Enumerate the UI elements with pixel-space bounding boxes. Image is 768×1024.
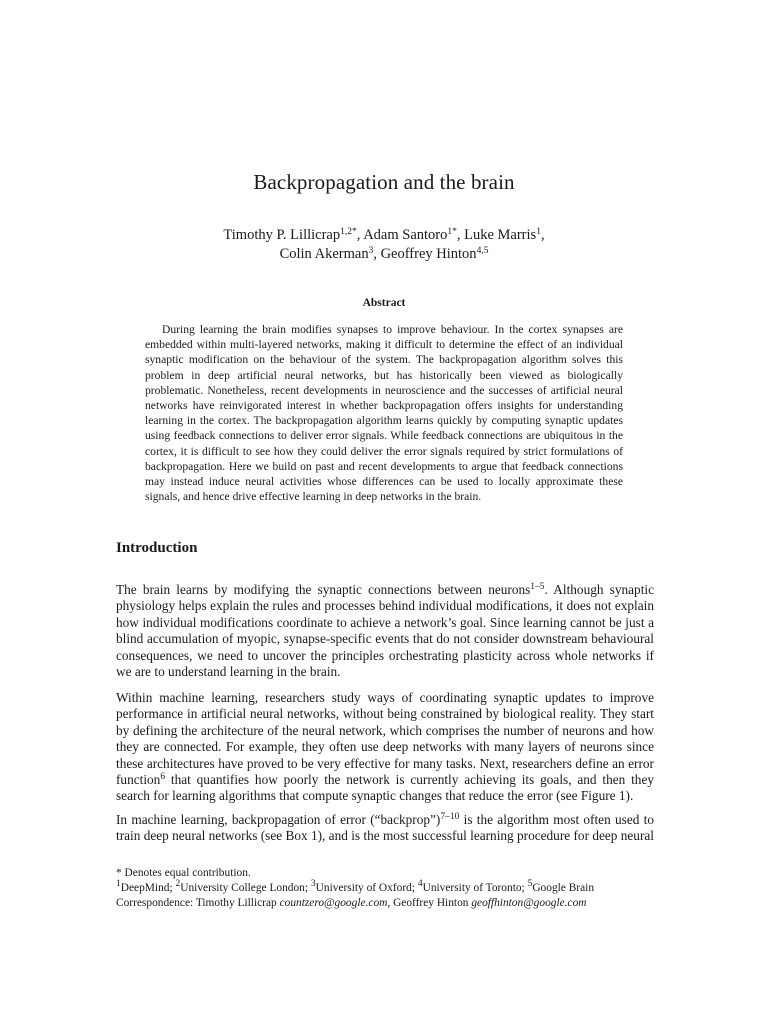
- email-link[interactable]: geoffhinton@google.com: [471, 897, 587, 909]
- paragraph-text: The brain learns by modifying the synaptic connections between neurons: [116, 582, 531, 597]
- author-separator: ,: [373, 246, 381, 262]
- citation-mark: 7–10: [440, 812, 460, 822]
- author-name: Timothy P. Lillicrap: [223, 227, 341, 243]
- paragraph-text: In machine learning, backpropagation of error (“backprop”): [116, 812, 441, 827]
- paragraph-text: is the algorithm most often used to train deep neural networks (see Box 1), and is the most successful learning procedure for deep neural: [116, 812, 655, 844]
- paper-title: Backpropagation and the brain: [253, 170, 515, 194]
- affiliation-mark: 5: [527, 879, 533, 889]
- author-affiliation-mark: 3: [368, 246, 374, 256]
- affiliation-name: DeepMind;: [120, 882, 176, 894]
- author-affiliation-mark: 1: [536, 227, 541, 237]
- body-paragraph: [116, 812, 654, 845]
- abstract-text: During learning the brain modifies synapses to improve behaviour. In the cortex synapses are embedded within multi-layered networks, making it difficult to determine the effect of an individual synaptic modification on the behaviour of the system. The backpropagation algorithm solves this problem in deep artificial neural networks, but has historically been viewed as biologically problematic. Nonetheless, recent developments in neuroscience and the successes of artificial neural networks have reinvigorated interest in whether backpropagation offers insights for understanding learning in the cortex. The backpropagation algorithm learns quickly by computing synaptic updates using feedback connections to deliver error signals. While feedback connections are ubiquitous in the cortex, it is difficult to see how they could deliver the error signals required by strict formulations of backpropagation. Here we build on past and recent developments to argue that feedback connections may instead induce neural activities whose differences can be used to locally approximate these signals, and hence drive effective learning in deep networks in the brain.: [145, 323, 623, 504]
- author-affiliation-mark: 1*: [447, 227, 457, 237]
- author-separator: ,: [540, 227, 545, 243]
- author-name: Colin Akerman: [279, 246, 369, 262]
- author-separator: ,: [456, 227, 465, 243]
- affiliation-mark: 3: [310, 879, 316, 889]
- affiliation-name: Google Brain: [532, 882, 595, 894]
- author-line-2: [0, 245, 768, 264]
- author-separator: ,: [356, 227, 364, 243]
- paragraph-text: . Although synaptic physiology helps explain the rules and processes behind individual modifications, it does not explain how individual modifications coordinate to achieve a network’s goal. Since learning cannot be just a blind accumulation of myopic, synapse-specific events that do not consider downstream behavioural consequences, we need to uncover the principles orchestrating plasticity across whole networks if we are to understand learning in the brain.: [116, 582, 654, 680]
- citation-mark: 1–5: [530, 582, 545, 592]
- author-name: Luke Marris: [464, 227, 537, 243]
- section-heading-introduction: Introduction: [116, 540, 198, 556]
- affiliation-mark: 1: [116, 879, 121, 889]
- email-link[interactable]: countzero@google.com: [279, 897, 388, 909]
- paragraph-text: that quantifies how poorly the network is currently achieving its goals, and then they search for learning algorithms that compute synaptic changes that reduce the error (see Figure 1).: [116, 772, 654, 804]
- affiliation-mark: 4: [417, 879, 423, 889]
- author-name: Adam Santoro: [363, 227, 448, 243]
- affiliation-name: University of Oxford;: [315, 882, 418, 894]
- correspondence-separator: , Geoffrey Hinton: [387, 897, 472, 909]
- body-paragraph: [116, 690, 654, 805]
- correspondence-label: Correspondence: Timothy Lillicrap: [116, 897, 280, 909]
- affiliation-name: University College London;: [180, 882, 311, 894]
- footnote-correspondence: [116, 896, 656, 911]
- footnotes: [116, 866, 656, 911]
- affiliation-mark: 2: [175, 879, 181, 889]
- footnote-equal-contribution: * Denotes equal contribution.: [116, 867, 251, 879]
- author-name: Geoffrey Hinton: [380, 246, 477, 262]
- paragraph-text: Within machine learning, researchers study ways of coordinating synaptic updates to improve performance in artificial neural networks, without being constrained by biological reality. They start by defining the architecture of the neural network, which comprises the number of neurons and how they are connected. For example, they often use deep networks with many layers of neurons since these architectures have proved to be very effective for many tasks. Next, researchers define an error function: [116, 690, 654, 788]
- author-list: [0, 226, 768, 264]
- footnote-affiliations: [116, 881, 656, 896]
- body-paragraph: [116, 582, 654, 680]
- affiliation-name: University of Toronto;: [422, 882, 528, 894]
- author-affiliation-mark: 1,2*: [340, 227, 357, 237]
- author-affiliation-mark: 4,5: [476, 246, 489, 256]
- abstract-heading: Abstract: [362, 297, 406, 309]
- author-line-1: [0, 226, 768, 245]
- citation-mark: 6: [160, 772, 166, 783]
